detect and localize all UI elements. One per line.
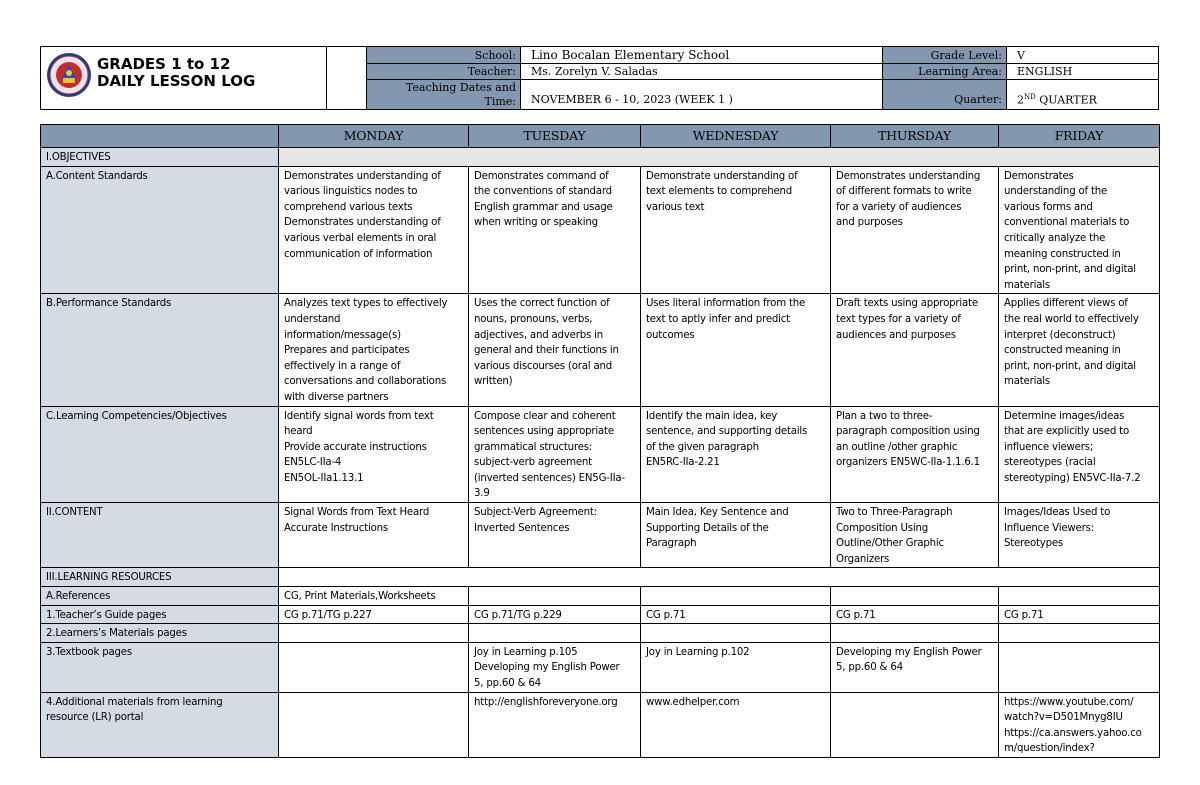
cell-line: grammatical structures: xyxy=(474,441,593,453)
references-tuesday xyxy=(469,587,641,606)
cell-line: critically analyze the xyxy=(1004,232,1106,244)
additional-materials-wednesday xyxy=(641,692,831,757)
learners-materials-monday xyxy=(279,624,469,643)
additional-materials-thursday xyxy=(831,692,999,757)
performance-standards-label: B.Performance Standards xyxy=(41,294,279,406)
performance-standards-monday xyxy=(279,294,469,406)
cell-line: stereotyping) EN5VC-IIa-7.2 xyxy=(1004,472,1141,484)
additional-materials-friday xyxy=(999,692,1160,757)
cell-line: general and their functions in xyxy=(474,345,619,357)
cell-line: conventional materials to xyxy=(1004,217,1130,229)
cell-line: sentences using appropriate xyxy=(474,426,614,438)
competencies-tuesday xyxy=(469,406,641,503)
quarter-number: 2 xyxy=(1017,93,1024,107)
cell-line: Signal Words from Text Heard xyxy=(284,507,430,519)
teachers-guide-friday: CG p.71 xyxy=(999,605,1160,624)
cell-line: Outline/Other Graphic xyxy=(836,538,944,550)
cell-line: meaning constructed in xyxy=(1004,248,1121,260)
cell-line: text elements to comprehend xyxy=(646,186,793,198)
lesson-log-header xyxy=(40,46,1159,110)
cell-line: Demonstrates understanding of xyxy=(284,170,441,182)
references-row xyxy=(41,587,1160,606)
resource-link[interactable]: m/question/index? xyxy=(1004,743,1095,755)
competencies-row xyxy=(41,406,1160,503)
textbook-thursday xyxy=(831,642,999,692)
cell-line: stereotypes (racial xyxy=(1004,457,1096,469)
competencies-thursday xyxy=(831,406,999,503)
cell-line: Demonstrates understanding xyxy=(836,170,981,182)
textbook-friday xyxy=(999,642,1160,692)
cell-line: Compose clear and coherent xyxy=(474,410,616,422)
day-header-thursday: THURSDAY xyxy=(831,125,999,148)
content-standards-monday xyxy=(279,166,469,294)
additional-materials-tuesday xyxy=(469,692,641,757)
cell-line: Draft texts using appropriate xyxy=(836,298,978,310)
cell-line: Main Idea, Key Sentence and xyxy=(646,507,789,519)
cell-line: Uses the correct function of xyxy=(474,298,610,310)
cell-line: Two to Three-Paragraph xyxy=(836,507,953,519)
cell-line: text types for a variety of xyxy=(836,313,961,325)
teachers-guide-thursday: CG p.71 xyxy=(831,605,999,624)
cell-line: Organizers xyxy=(836,553,890,565)
cell-line: Influence Viewers: xyxy=(1004,522,1094,534)
cell-line: EN5RC-IIa-2.21 xyxy=(646,457,720,469)
cell-line: Developing my English Power xyxy=(836,646,982,658)
cell-line: Uses literal information from the xyxy=(646,298,806,310)
cell-line: nouns, pronouns, verbs, xyxy=(474,313,593,325)
content-standards-tuesday xyxy=(469,166,641,294)
textbook-monday xyxy=(279,642,469,692)
references-thursday xyxy=(831,587,999,606)
grade-level-value: V xyxy=(1007,47,1158,64)
cell-line: conversations and collaborations xyxy=(284,376,447,388)
cell-line: various verbal elements in oral xyxy=(284,232,437,244)
cell-line: Joy in Learning p.105 xyxy=(474,646,578,658)
references-label: A.References xyxy=(41,587,279,606)
performance-standards-row xyxy=(41,294,1160,406)
cell-line: 4.Additional materials from learning xyxy=(46,696,223,708)
performance-standards-friday xyxy=(999,294,1160,406)
cell-line: effectively in a range of xyxy=(284,360,401,372)
resources-section-row xyxy=(41,568,1160,587)
textbook-label: 3.Textbook pages xyxy=(41,642,279,692)
objectives-section-label: I.OBJECTIVES xyxy=(41,148,279,167)
textbook-row xyxy=(41,642,1160,692)
cell-line: print, non-print, and digital xyxy=(1004,264,1136,276)
title-line-1: GRADES 1 to 12 xyxy=(97,55,231,73)
header-spacer xyxy=(327,47,367,109)
teacher-label: Teacher: xyxy=(367,64,521,80)
resource-link[interactable]: http://englishforeveryone.org xyxy=(474,696,618,708)
title-block xyxy=(41,47,327,109)
additional-materials-monday xyxy=(279,692,469,757)
learners-materials-wednesday xyxy=(641,624,831,643)
cell-line: various text xyxy=(646,201,705,213)
cell-line: materials xyxy=(1004,376,1051,388)
cell-line: the conventions of standard xyxy=(474,186,612,198)
cell-line: Developing my English Power xyxy=(474,662,620,674)
cell-line: EN5LC-IIa-4 xyxy=(284,457,342,469)
cell-line: and purposes xyxy=(836,217,903,229)
cell-line: Demonstrates xyxy=(1004,170,1074,182)
cell-line: EN5OL-IIa1.13.1 xyxy=(284,472,364,484)
teachers-guide-row xyxy=(41,605,1160,624)
cell-line: an outline /other graphic xyxy=(836,441,958,453)
lesson-table xyxy=(40,124,1160,758)
document-title xyxy=(97,56,255,90)
teachers-guide-tuesday: CG p.71/TG p.229 xyxy=(469,605,641,624)
teachers-guide-wednesday: CG p.71 xyxy=(641,605,831,624)
teachers-guide-monday: CG p.71/TG p.227 xyxy=(279,605,469,624)
cell-line: Plan a two to three- xyxy=(836,410,933,422)
cell-line: Prepares and participates xyxy=(284,345,410,357)
cell-line: the real world to effectively xyxy=(1004,313,1139,325)
cell-line: text to aptly infer and predict xyxy=(646,313,790,325)
cell-line: of the given paragraph xyxy=(646,441,759,453)
cell-line: heard xyxy=(284,426,313,438)
grade-level-label: Grade Level: xyxy=(883,47,1007,64)
cell-line: 5, pp.60 & 64 xyxy=(474,678,541,689)
cell-line: paragraph composition using xyxy=(836,426,980,438)
learning-area-value: ENGLISH xyxy=(1007,64,1158,80)
cell-line: of different formats to write xyxy=(836,186,972,198)
textbook-wednesday xyxy=(641,642,831,692)
teachers-guide-label: 1.Teacher’s Guide pages xyxy=(41,605,279,624)
content-tuesday xyxy=(469,503,641,568)
content-row xyxy=(41,503,1160,568)
additional-materials-row xyxy=(41,692,1160,757)
cell-line: audiences and purposes xyxy=(836,329,956,341)
cell-line: outcomes xyxy=(646,329,695,341)
cell-line: English grammar and usage xyxy=(474,201,613,213)
cell-line: resource (LR) portal xyxy=(46,712,144,724)
resources-section-fill xyxy=(279,568,1160,587)
day-header-wednesday: WEDNESDAY xyxy=(641,125,831,148)
references-wednesday xyxy=(641,587,831,606)
performance-standards-thursday xyxy=(831,294,999,406)
content-label: II.CONTENT xyxy=(41,503,279,568)
cell-line: Analyzes text types to effectively xyxy=(284,298,448,310)
content-standards-friday xyxy=(999,166,1160,294)
cell-line: (inverted sentences) EN5G-IIa- xyxy=(474,472,625,484)
cell-line: Stereotypes xyxy=(1004,538,1064,550)
content-standards-label: A.Content Standards xyxy=(41,166,279,294)
cell-line: materials xyxy=(1004,279,1051,291)
resources-section-label: III.LEARNING RESOURCES xyxy=(41,568,279,587)
references-monday: CG, Print Materials,Worksheets xyxy=(279,587,469,606)
cell-line: Demonstrate understanding of xyxy=(646,170,798,182)
objectives-section-fill xyxy=(279,148,1160,167)
cell-line: for a variety of audiences xyxy=(836,201,962,213)
cell-line: written) xyxy=(474,376,513,388)
teaching-dates-label-line-1: Teaching Dates and xyxy=(405,81,516,94)
cell-line: Inverted Sentences xyxy=(474,522,570,534)
cell-line: 3.9 xyxy=(474,488,490,500)
cell-line: understanding of the xyxy=(1004,186,1108,198)
cell-line: sentence, and supporting details xyxy=(646,426,808,438)
cell-line: Demonstrates understanding of xyxy=(284,217,441,229)
cell-line: Images/Ideas Used to xyxy=(1004,507,1111,519)
textbook-tuesday xyxy=(469,642,641,692)
cell-line: influence viewers; xyxy=(1004,441,1094,453)
school-value: Lino Bocalan Elementary School xyxy=(521,47,883,64)
cell-line: subject-verb agreement xyxy=(474,457,592,469)
competencies-monday xyxy=(279,406,469,503)
content-standards-row xyxy=(41,166,1160,294)
learners-materials-thursday xyxy=(831,624,999,643)
learners-materials-friday xyxy=(999,624,1160,643)
cell-line: that are explicitly used to xyxy=(1004,426,1129,438)
day-header-tuesday: TUESDAY xyxy=(469,125,641,148)
cell-line: Demonstrates command of xyxy=(474,170,609,182)
title-line-2: DAILY LESSON LOG xyxy=(97,72,256,90)
cell-line: Subject-Verb Agreement: xyxy=(474,507,597,519)
quarter-value xyxy=(1007,80,1158,109)
cell-line: with diverse partners xyxy=(284,391,389,403)
cell-line: print, non-print, and digital xyxy=(1004,360,1136,372)
cell-line: Paragraph xyxy=(646,538,697,550)
teaching-dates-value: NOVEMBER 6 - 10, 2023 (WEEK 1 ) xyxy=(521,80,883,109)
learners-materials-label: 2.Learners’s Materials pages xyxy=(41,624,279,643)
resource-link[interactable]: watch?v=D501Mnyg8IU xyxy=(1004,712,1123,724)
content-friday xyxy=(999,503,1160,568)
cell-line: interpret (deconstruct) xyxy=(1004,329,1116,341)
cell-line: information/message(s) xyxy=(284,329,401,341)
day-header-row xyxy=(41,125,1160,148)
resource-link[interactable]: https://www.youtube.com/ xyxy=(1004,696,1134,708)
quarter-label: Quarter: xyxy=(883,80,1007,109)
competencies-label: C.Learning Competencies/Objectives xyxy=(41,406,279,503)
day-header-friday: FRIDAY xyxy=(999,125,1160,148)
cell-line: constructed meaning in xyxy=(1004,345,1121,357)
cell-line: communication of information xyxy=(284,248,433,260)
competencies-friday xyxy=(999,406,1160,503)
cell-line: Provide accurate instructions xyxy=(284,441,427,453)
cell-line: Supporting Details of the xyxy=(646,522,769,534)
cell-line: when writing or speaking xyxy=(474,217,598,229)
teaching-dates-label xyxy=(367,80,521,109)
cell-line: Determine images/ideas xyxy=(1004,410,1125,422)
cell-line: adjectives, and adverbs in xyxy=(474,329,604,341)
learning-area-label: Learning Area: xyxy=(883,64,1007,80)
resource-link[interactable]: https://ca.answers.yahoo.co xyxy=(1004,727,1142,739)
performance-standards-tuesday xyxy=(469,294,641,406)
day-header-monday: MONDAY xyxy=(279,125,469,148)
content-thursday xyxy=(831,503,999,568)
cell-line: Identify the main idea, key xyxy=(646,410,778,422)
content-standards-thursday xyxy=(831,166,999,294)
cell-line: Joy in Learning p.102 xyxy=(646,646,750,658)
content-standards-wednesday xyxy=(641,166,831,294)
cell-line: various discourses (oral and xyxy=(474,360,613,372)
cell-line: 5, pp.60 & 64 xyxy=(836,662,903,674)
cell-line: organizers EN5WC-IIa-1.1.6.1 xyxy=(836,457,980,469)
quarter-superscript: ND xyxy=(1024,93,1036,101)
additional-materials-label xyxy=(41,692,279,757)
teacher-value: Ms. Zorelyn V. Saladas xyxy=(521,64,883,80)
cell-line: comprehend various texts xyxy=(284,201,413,213)
learners-materials-tuesday xyxy=(469,624,641,643)
corner-cell xyxy=(41,125,279,148)
school-label: School: xyxy=(367,47,521,64)
cell-line: Identify signal words from text xyxy=(284,410,434,422)
objectives-section-row xyxy=(41,148,1160,167)
resource-link[interactable]: www.edhelper.com xyxy=(646,696,740,708)
cell-line: various forms and xyxy=(1004,201,1093,213)
cell-line: Applies different views of xyxy=(1004,298,1128,310)
learners-materials-row xyxy=(41,624,1160,643)
cell-line: Composition Using xyxy=(836,522,928,534)
competencies-wednesday xyxy=(641,406,831,503)
cell-line: Accurate Instructions xyxy=(284,522,389,534)
quarter-word: QUARTER xyxy=(1035,93,1097,107)
content-wednesday xyxy=(641,503,831,568)
deped-seal-icon xyxy=(46,52,92,98)
content-monday xyxy=(279,503,469,568)
performance-standards-wednesday xyxy=(641,294,831,406)
references-friday xyxy=(999,587,1160,606)
teaching-dates-label-line-2: Time: xyxy=(484,95,516,108)
cell-line: understand xyxy=(284,313,341,325)
cell-line: various linguistics nodes to xyxy=(284,186,418,198)
